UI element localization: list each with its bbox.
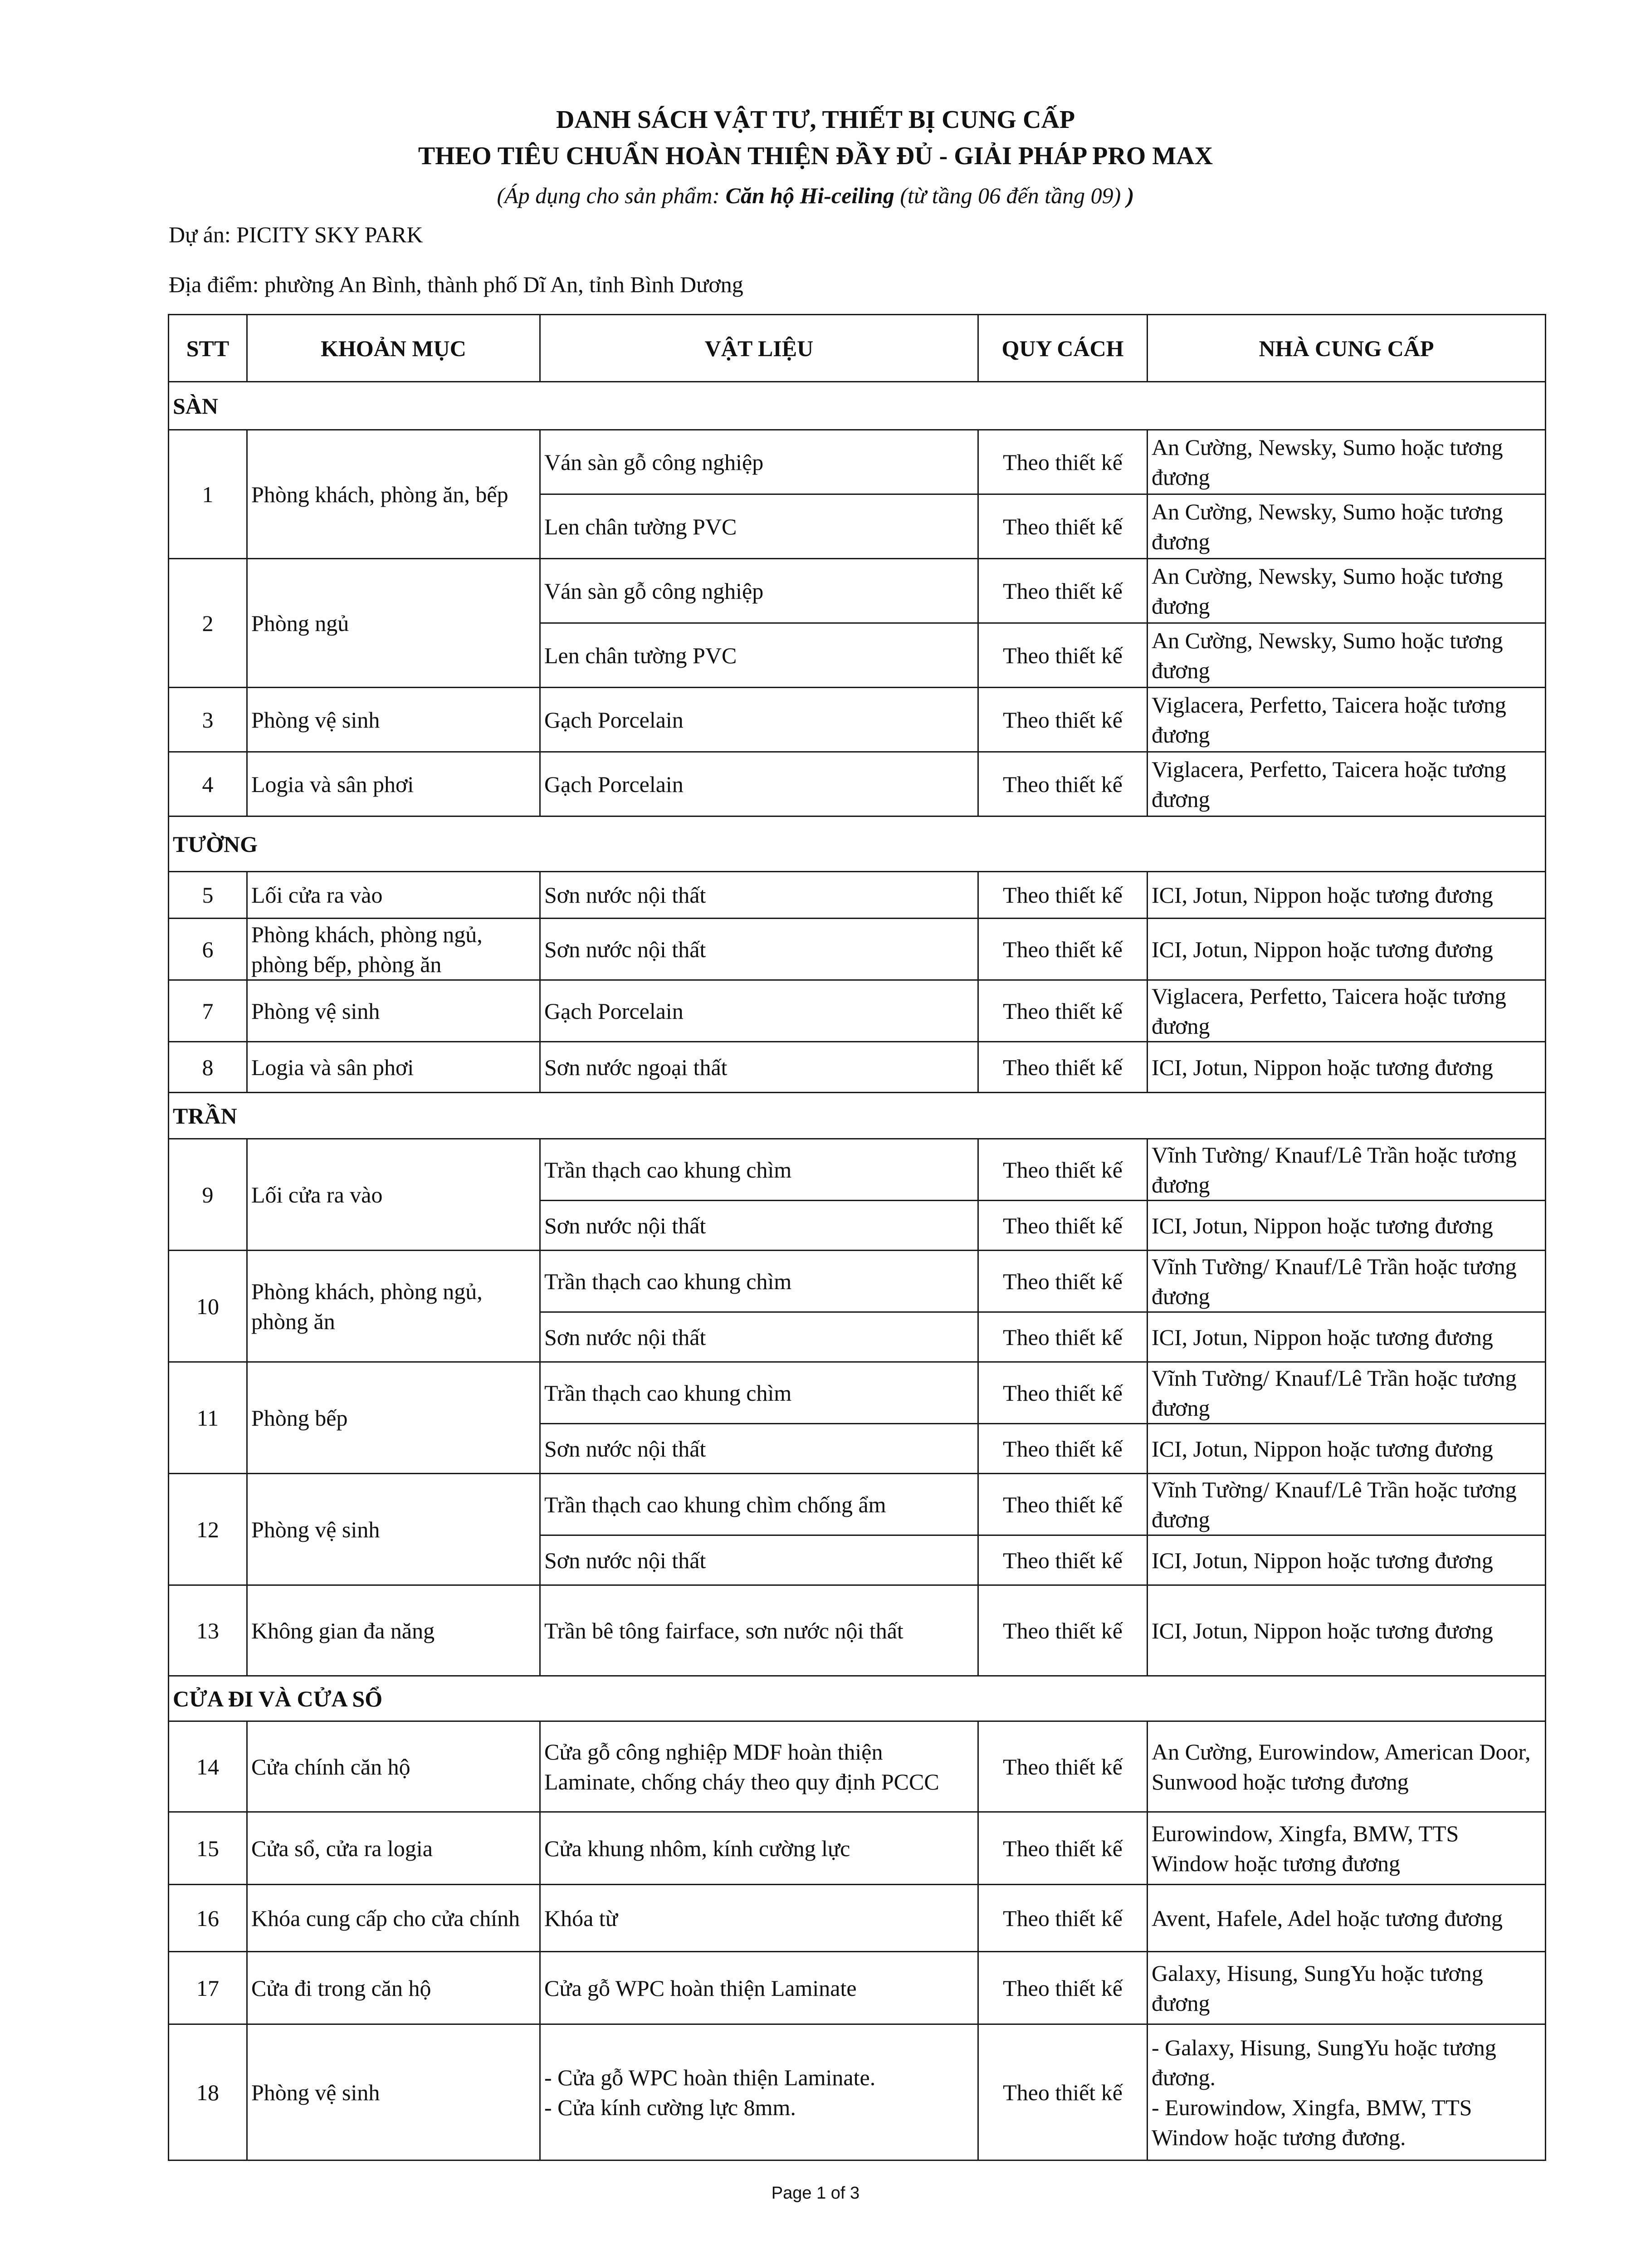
table-row bbox=[169, 559, 1546, 623]
table-row bbox=[169, 1585, 1546, 1676]
row-supplier: An Cường, Newsky, Sumo hoặc tương đương bbox=[1148, 494, 1546, 559]
row-supplier: An Cường, Newsky, Sumo hoặc tương đương bbox=[1148, 559, 1546, 623]
row-spec: Theo thiết kế bbox=[978, 1424, 1148, 1474]
table-row bbox=[169, 430, 1546, 494]
row-supplier: Viglacera, Perfetto, Taicera hoặc tương đương bbox=[1148, 688, 1546, 752]
row-material: Trần bê tông fairface, sơn nước nội thất bbox=[540, 1585, 978, 1676]
subtitle-product: Căn hộ Hi-ceiling bbox=[725, 183, 894, 208]
row-spec: Theo thiết kế bbox=[978, 559, 1148, 623]
row-spec: Theo thiết kế bbox=[978, 1585, 1148, 1676]
supplier-line: - Eurowindow, Xingfa, BMW, TTS Window hoặc tương đương. bbox=[1152, 2094, 1472, 2150]
row-item: Phòng vệ sinh bbox=[247, 688, 540, 752]
row-supplier: Vĩnh Tường/ Knauf/Lê Trần hoặc tương đương bbox=[1148, 1251, 1546, 1312]
col-header-spec: QUY CÁCH bbox=[978, 315, 1148, 382]
section-title: TƯỜNG bbox=[169, 816, 1546, 872]
row-material: Sơn nước nội thất bbox=[540, 1535, 978, 1585]
row-supplier bbox=[1148, 2024, 1546, 2160]
row-supplier: ICI, Jotun, Nippon hoặc tương đương bbox=[1148, 1585, 1546, 1676]
table-row bbox=[169, 1721, 1546, 1812]
row-supplier: Viglacera, Perfetto, Taicera hoặc tương đương bbox=[1148, 752, 1546, 816]
row-spec: Theo thiết kế bbox=[978, 1251, 1148, 1312]
section-title: SÀN bbox=[169, 382, 1546, 430]
row-supplier: Vĩnh Tường/ Knauf/Lê Trần hoặc tương đương bbox=[1148, 1139, 1546, 1201]
row-stt: 4 bbox=[169, 752, 247, 816]
row-stt: 16 bbox=[169, 1885, 247, 1952]
project-name: Dự án: PICITY SKY PARK bbox=[169, 222, 423, 247]
col-header-item: KHOẢN MỤC bbox=[247, 315, 540, 382]
section-row-wall bbox=[169, 816, 1546, 872]
row-supplier: An Cường, Newsky, Sumo hoặc tương đương bbox=[1148, 430, 1546, 494]
row-material: Sơn nước nội thất bbox=[540, 1201, 978, 1251]
row-supplier: ICI, Jotun, Nippon hoặc tương đương bbox=[1148, 919, 1546, 980]
row-spec: Theo thiết kế bbox=[978, 688, 1148, 752]
section-row-ceiling bbox=[169, 1093, 1546, 1139]
row-stt: 9 bbox=[169, 1139, 247, 1251]
row-spec: Theo thiết kế bbox=[978, 1139, 1148, 1201]
table-row bbox=[169, 1251, 1546, 1312]
col-header-material: VẬT LIỆU bbox=[540, 315, 978, 382]
row-stt: 7 bbox=[169, 980, 247, 1042]
row-item: Cửa sổ, cửa ra logia bbox=[247, 1812, 540, 1885]
row-supplier: Galaxy, Hisung, SungYu hoặc tương đương bbox=[1148, 1952, 1546, 2024]
row-spec: Theo thiết kế bbox=[978, 1885, 1148, 1952]
row-supplier: ICI, Jotun, Nippon hoặc tương đương bbox=[1148, 1042, 1546, 1093]
section-row-doors bbox=[169, 1676, 1546, 1721]
row-material: Gạch Porcelain bbox=[540, 752, 978, 816]
row-supplier: ICI, Jotun, Nippon hoặc tương đương bbox=[1148, 1312, 1546, 1362]
row-item: Lối cửa ra vào bbox=[247, 872, 540, 919]
row-material bbox=[540, 2024, 978, 2160]
row-item: Phòng khách, phòng ăn, bếp bbox=[247, 430, 540, 559]
row-stt: 14 bbox=[169, 1721, 247, 1812]
row-supplier: Viglacera, Perfetto, Taicera hoặc tương đương bbox=[1148, 980, 1546, 1042]
row-material: Gạch Porcelain bbox=[540, 688, 978, 752]
row-stt: 2 bbox=[169, 559, 247, 688]
material-line: - Cửa gỗ WPC hoàn thiện Laminate. bbox=[544, 2064, 876, 2090]
row-stt: 12 bbox=[169, 1474, 247, 1585]
row-item: Phòng vệ sinh bbox=[247, 980, 540, 1042]
table-row bbox=[169, 1139, 1546, 1201]
row-item: Phòng bếp bbox=[247, 1362, 540, 1474]
row-supplier: An Cường, Newsky, Sumo hoặc tương đương bbox=[1148, 623, 1546, 688]
table-row bbox=[169, 1474, 1546, 1535]
row-material: Trần thạch cao khung chìm bbox=[540, 1362, 978, 1424]
row-supplier: An Cường, Eurowindow, American Door, Sunwood hoặc tương đương bbox=[1148, 1721, 1546, 1812]
row-material: Cửa khung nhôm, kính cường lực bbox=[540, 1812, 978, 1885]
table-row bbox=[169, 752, 1546, 816]
row-material: Cửa gỗ công nghiệp MDF hoàn thiện Laminate, chống cháy theo quy định PCCC bbox=[540, 1721, 978, 1812]
document-subtitle bbox=[0, 182, 1631, 209]
row-supplier: ICI, Jotun, Nippon hoặc tương đương bbox=[1148, 1535, 1546, 1585]
row-item: Logia và sân phơi bbox=[247, 1042, 540, 1093]
row-stt: 5 bbox=[169, 872, 247, 919]
row-supplier: Vĩnh Tường/ Knauf/Lê Trần hoặc tương đương bbox=[1148, 1474, 1546, 1535]
row-material: Len chân tường PVC bbox=[540, 494, 978, 559]
row-material: Ván sàn gỗ công nghiệp bbox=[540, 430, 978, 494]
row-supplier: ICI, Jotun, Nippon hoặc tương đương bbox=[1148, 1424, 1546, 1474]
table-row bbox=[169, 1362, 1546, 1424]
table-row bbox=[169, 688, 1546, 752]
project-location: Địa điểm: phường An Bình, thành phố Dĩ An, tỉnh Bình Dương bbox=[169, 272, 743, 297]
row-stt: 8 bbox=[169, 1042, 247, 1093]
row-material: Gạch Porcelain bbox=[540, 980, 978, 1042]
table-row bbox=[169, 1952, 1546, 2024]
row-material: Sơn nước nội thất bbox=[540, 919, 978, 980]
table-row bbox=[169, 980, 1546, 1042]
section-title: CỬA ĐI VÀ CỬA SỔ bbox=[169, 1676, 1546, 1721]
row-stt: 13 bbox=[169, 1585, 247, 1676]
row-stt: 18 bbox=[169, 2024, 247, 2160]
document-title-line2: THEO TIÊU CHUẨN HOÀN THIỆN ĐẦY ĐỦ - GIẢI PHÁP PRO MAX bbox=[418, 142, 1213, 170]
row-stt: 1 bbox=[169, 430, 247, 559]
row-material: Cửa gỗ WPC hoàn thiện Laminate bbox=[540, 1952, 978, 2024]
row-supplier: ICI, Jotun, Nippon hoặc tương đương bbox=[1148, 1201, 1546, 1251]
row-material: Sơn nước nội thất bbox=[540, 1312, 978, 1362]
row-item: Phòng vệ sinh bbox=[247, 1474, 540, 1585]
material-line: - Cửa kính cường lực 8mm. bbox=[544, 2094, 796, 2120]
row-spec: Theo thiết kế bbox=[978, 1312, 1148, 1362]
table-row bbox=[169, 1812, 1546, 1885]
row-spec: Theo thiết kế bbox=[978, 980, 1148, 1042]
row-stt: 6 bbox=[169, 919, 247, 980]
row-item: Cửa chính căn hộ bbox=[247, 1721, 540, 1812]
row-spec: Theo thiết kế bbox=[978, 1721, 1148, 1812]
table-header-row bbox=[169, 315, 1546, 382]
row-item: Phòng vệ sinh bbox=[247, 2024, 540, 2160]
row-spec: Theo thiết kế bbox=[978, 1362, 1148, 1424]
row-supplier: Eurowindow, Xingfa, BMW, TTS Window hoặc tương đương bbox=[1148, 1812, 1546, 1885]
row-item: Logia và sân phơi bbox=[247, 752, 540, 816]
table-row bbox=[169, 1042, 1546, 1093]
row-stt: 10 bbox=[169, 1251, 247, 1362]
row-material: Trần thạch cao khung chìm bbox=[540, 1251, 978, 1312]
row-material: Khóa từ bbox=[540, 1885, 978, 1952]
row-spec: Theo thiết kế bbox=[978, 623, 1148, 688]
row-item: Khóa cung cấp cho cửa chính bbox=[247, 1885, 540, 1952]
row-spec: Theo thiết kế bbox=[978, 1201, 1148, 1251]
row-spec: Theo thiết kế bbox=[978, 1952, 1148, 2024]
row-stt: 3 bbox=[169, 688, 247, 752]
row-material: Sơn nước nội thất bbox=[540, 1424, 978, 1474]
section-title: TRẦN bbox=[169, 1093, 1546, 1139]
col-header-supplier: NHÀ CUNG CẤP bbox=[1148, 315, 1546, 382]
row-item: Cửa đi trong căn hộ bbox=[247, 1952, 540, 2024]
row-item: Phòng ngủ bbox=[247, 559, 540, 688]
row-material: Trần thạch cao khung chìm bbox=[540, 1139, 978, 1201]
row-material: Sơn nước nội thất bbox=[540, 872, 978, 919]
row-material: Len chân tường PVC bbox=[540, 623, 978, 688]
row-spec: Theo thiết kế bbox=[978, 752, 1148, 816]
row-material: Trần thạch cao khung chìm chống ẩm bbox=[540, 1474, 978, 1535]
row-material: Sơn nước ngoại thất bbox=[540, 1042, 978, 1093]
row-material: Ván sàn gỗ công nghiệp bbox=[540, 559, 978, 623]
row-spec: Theo thiết kế bbox=[978, 2024, 1148, 2160]
subtitle-range: (từ tầng 06 đến tầng 09) bbox=[900, 183, 1121, 208]
row-item: Phòng khách, phòng ngủ, phòng ăn bbox=[247, 1251, 540, 1362]
row-supplier: ICI, Jotun, Nippon hoặc tương đương bbox=[1148, 872, 1546, 919]
page-number: Page 1 of 3 bbox=[771, 2184, 860, 2203]
document-title-line1: DANH SÁCH VẬT TƯ, THIẾT BỊ CUNG CẤP bbox=[556, 106, 1075, 134]
row-spec: Theo thiết kế bbox=[978, 1535, 1148, 1585]
row-supplier: Vĩnh Tường/ Knauf/Lê Trần hoặc tương đương bbox=[1148, 1362, 1546, 1424]
col-header-stt: STT bbox=[169, 315, 247, 382]
row-spec: Theo thiết kế bbox=[978, 872, 1148, 919]
row-item: Lối cửa ra vào bbox=[247, 1139, 540, 1251]
subtitle-close: ) bbox=[1126, 183, 1134, 208]
table-row bbox=[169, 872, 1546, 919]
row-spec: Theo thiết kế bbox=[978, 919, 1148, 980]
row-item: Không gian đa năng bbox=[247, 1585, 540, 1676]
row-stt: 17 bbox=[169, 1952, 247, 2024]
row-spec: Theo thiết kế bbox=[978, 430, 1148, 494]
table-row bbox=[169, 2024, 1546, 2160]
subtitle-prefix: (Áp dụng cho sản phẩm: bbox=[497, 183, 720, 208]
row-spec: Theo thiết kế bbox=[978, 1042, 1148, 1093]
table-row bbox=[169, 919, 1546, 980]
table-row bbox=[169, 1885, 1546, 1952]
supplier-line: - Galaxy, Hisung, SungYu hoặc tương đương. bbox=[1152, 2034, 1496, 2090]
row-stt: 11 bbox=[169, 1362, 247, 1474]
section-row-floor bbox=[169, 382, 1546, 430]
row-supplier: Avent, Hafele, Adel hoặc tương đương bbox=[1148, 1885, 1546, 1952]
row-spec: Theo thiết kế bbox=[978, 1474, 1148, 1535]
row-spec: Theo thiết kế bbox=[978, 1812, 1148, 1885]
row-item: Phòng khách, phòng ngủ, phòng bếp, phòng ăn bbox=[247, 919, 540, 980]
row-stt: 15 bbox=[169, 1812, 247, 1885]
row-spec: Theo thiết kế bbox=[978, 494, 1148, 559]
materials-table bbox=[168, 314, 1546, 2161]
